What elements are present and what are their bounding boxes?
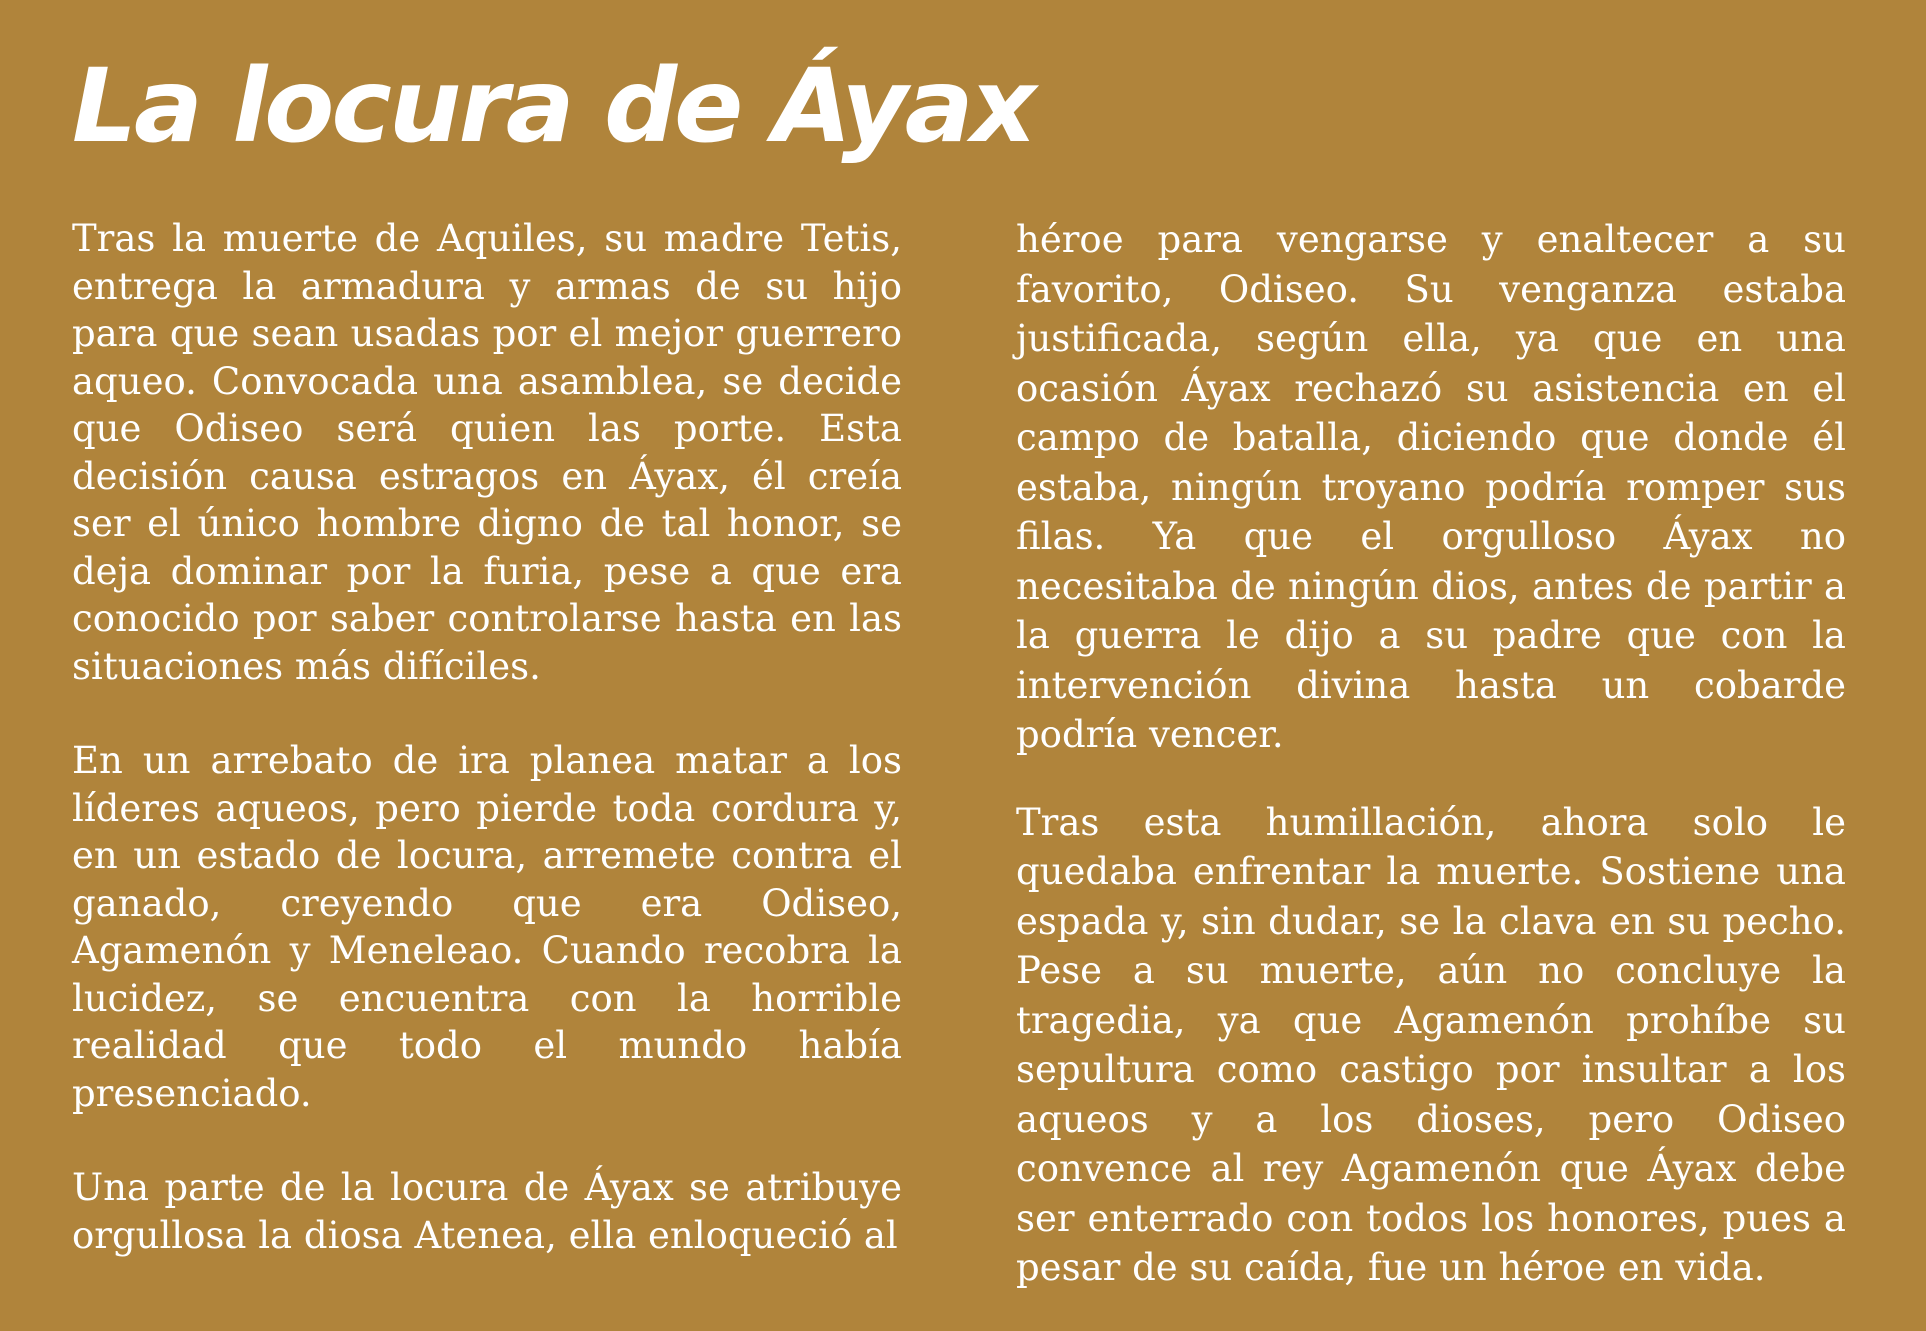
paragraph-1: Tras la muerte de Aquiles, su madre Tetis, entrega la armadura y armas de su hijo para que sean usadas por el mejor guerrero aqueo. Convocada una asamblea, se decide que Odiseo será quien las porte. Esta decisión causa estragos en Áyax, él creía ser el único hombre digno de tal honor, se deja dominar por la furia, pese a que era conocido por saber controlarse hasta en las situaciones más difíciles.	[72, 217, 902, 688]
paragraph-4: héroe para vengarse y enaltecer a su favorito, Odiseo. Su venganza estaba justificada, según ella, ya que en una ocasión Áyax rechazó su asistencia en el campo de batalla, diciendo que donde él estaba, ningún troyano podría romper sus filas. Ya que el orgulloso Áyax no necesitaba de ningún dios, antes de partir a la guerra le dijo a su padre que con la intervención divina hasta un cobarde podría vencer.	[1016, 218, 1846, 756]
left-column	[72, 215, 902, 1306]
page-title: La locura de Áyax	[72, 47, 1034, 166]
paragraph-5: Tras esta humillación, ahora solo le quedaba enfrentar la muerte. Sostiene una espada y, sin dudar, se la clava en su pecho. Pese a su muerte, aún no concluye la tragedia, ya que Agamenón prohíbe su sepultura como castigo por insultar a los aqueos y a los dioses, pero Odiseo convence al rey Agamenón que Áyax debe ser enterrado con todos los honores, pues a pesar de su caída, fue un héroe en vida.	[1016, 800, 1846, 1289]
right-column	[1016, 215, 1846, 1331]
paragraph-2: En un arrebato de ira planea matar a los líderes aqueos, pero pierde toda cordura y, en un estado de locura, arremete contra el ganado, creyendo que era Odiseo, Agamenón y Meneleao. Cuando recobra la lucidez, se encuentra con la horrible realidad que todo el mundo había presenciado.	[72, 739, 902, 1115]
paragraph-3: Una parte de la locura de Áyax se atribuye orgullosa la diosa Atenea, ella enloqueció al	[72, 1166, 902, 1257]
